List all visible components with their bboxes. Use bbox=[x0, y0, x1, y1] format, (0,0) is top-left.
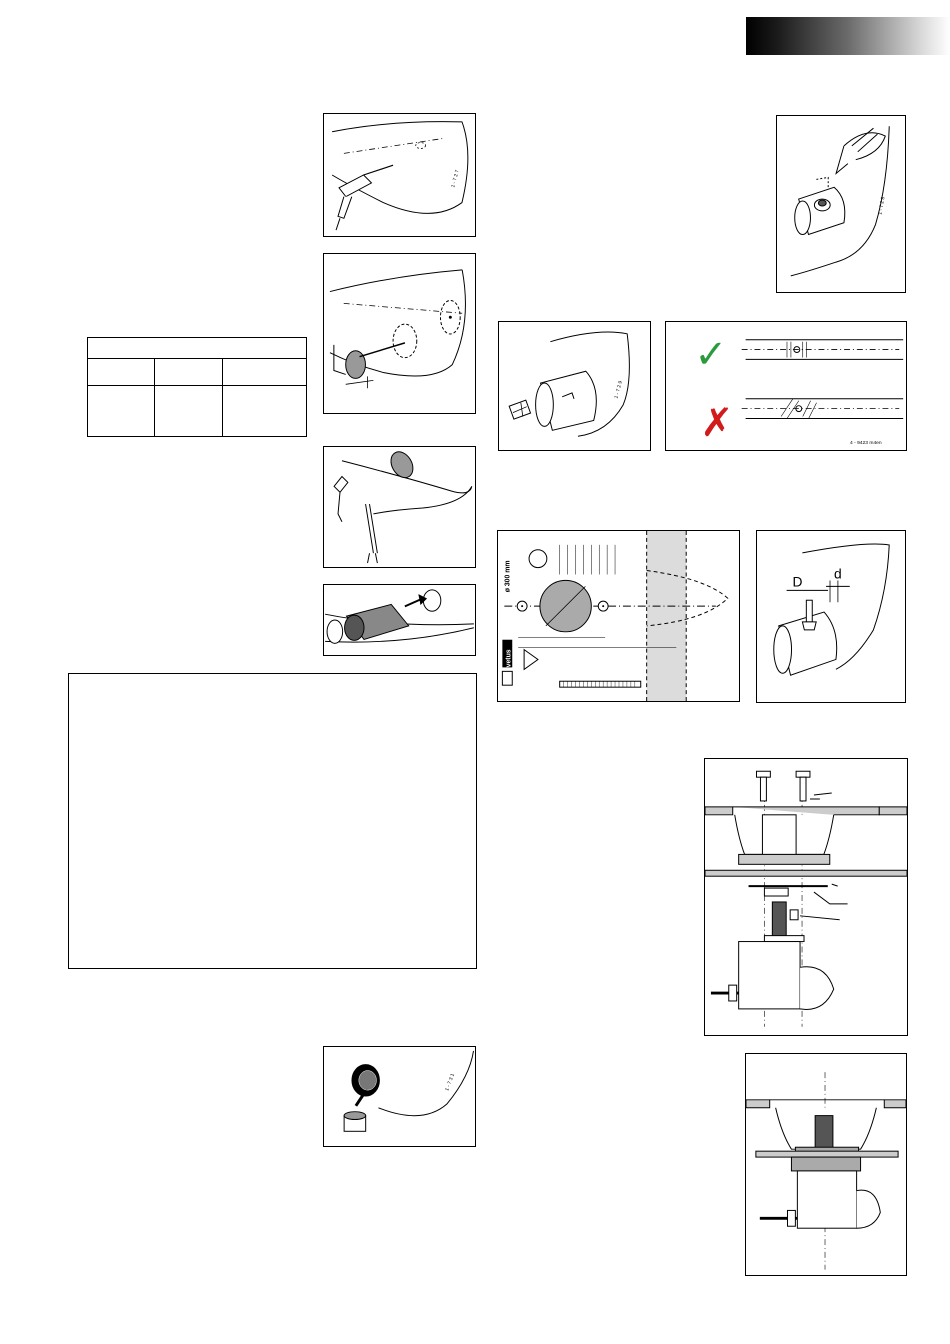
hole-saw-illustration bbox=[324, 254, 475, 413]
figure-code-tube: 1 - 7 2 9 bbox=[614, 380, 624, 400]
wrong-cross-icon: ✗ bbox=[700, 400, 734, 447]
table-header-row bbox=[88, 338, 307, 359]
notice-box bbox=[68, 673, 477, 969]
figure-code-glue: 1 - 7 3 1 bbox=[445, 1073, 457, 1092]
right-wrong-illustration bbox=[666, 322, 906, 450]
ok-check-icon: ✓ bbox=[694, 331, 728, 378]
header-gradient-bar bbox=[746, 17, 950, 55]
sealant-illustration bbox=[324, 1047, 475, 1146]
label-D: D bbox=[792, 573, 803, 590]
exploded-assembly-illustration bbox=[705, 759, 907, 1035]
figure-diameter-measure bbox=[756, 530, 906, 703]
template-diameter-label: ø 300 mm bbox=[504, 560, 512, 593]
template-illustration bbox=[498, 531, 739, 701]
drill-illustration bbox=[324, 114, 475, 236]
figure-code-pencil: 1 - 7 2 8 bbox=[878, 196, 887, 216]
clean-hole-illustration bbox=[324, 447, 475, 567]
table-cell bbox=[88, 359, 155, 386]
specification-table bbox=[87, 337, 307, 437]
diameter-measure-illustration bbox=[757, 531, 905, 702]
label-d: d bbox=[833, 565, 842, 582]
figure-tube-align bbox=[498, 321, 651, 451]
figure-apply-sealant bbox=[323, 1046, 476, 1147]
table-cell bbox=[88, 386, 155, 437]
template-brand-logo: vetus bbox=[505, 649, 513, 668]
table-cell bbox=[155, 359, 223, 386]
assembled-unit-illustration bbox=[746, 1054, 906, 1275]
figure-clean-hole bbox=[323, 446, 476, 568]
table-cell bbox=[223, 359, 307, 386]
figure-drilling-template bbox=[497, 530, 740, 702]
figure-hole-saw bbox=[323, 253, 476, 414]
insert-tube-illustration bbox=[324, 585, 475, 655]
figure-code-drill: 1 - 7 2 7 bbox=[451, 169, 461, 189]
table-row bbox=[88, 386, 307, 437]
figure-insert-tube bbox=[323, 584, 476, 656]
table-cell bbox=[155, 386, 223, 437]
figure-pencil-mark bbox=[776, 115, 906, 293]
figure-exploded-assembly bbox=[704, 758, 908, 1036]
pencil-mark-illustration bbox=[777, 116, 905, 292]
table-header-cell bbox=[88, 338, 307, 359]
figure-code-right-wrong: 4 - 9423 m4en bbox=[850, 441, 882, 447]
tube-align-illustration bbox=[499, 322, 650, 450]
figure-assembled-unit bbox=[745, 1053, 907, 1276]
table-row bbox=[88, 359, 307, 386]
figure-drill-pilot-hole bbox=[323, 113, 476, 237]
figure-right-wrong bbox=[665, 321, 907, 451]
table-cell bbox=[223, 386, 307, 437]
